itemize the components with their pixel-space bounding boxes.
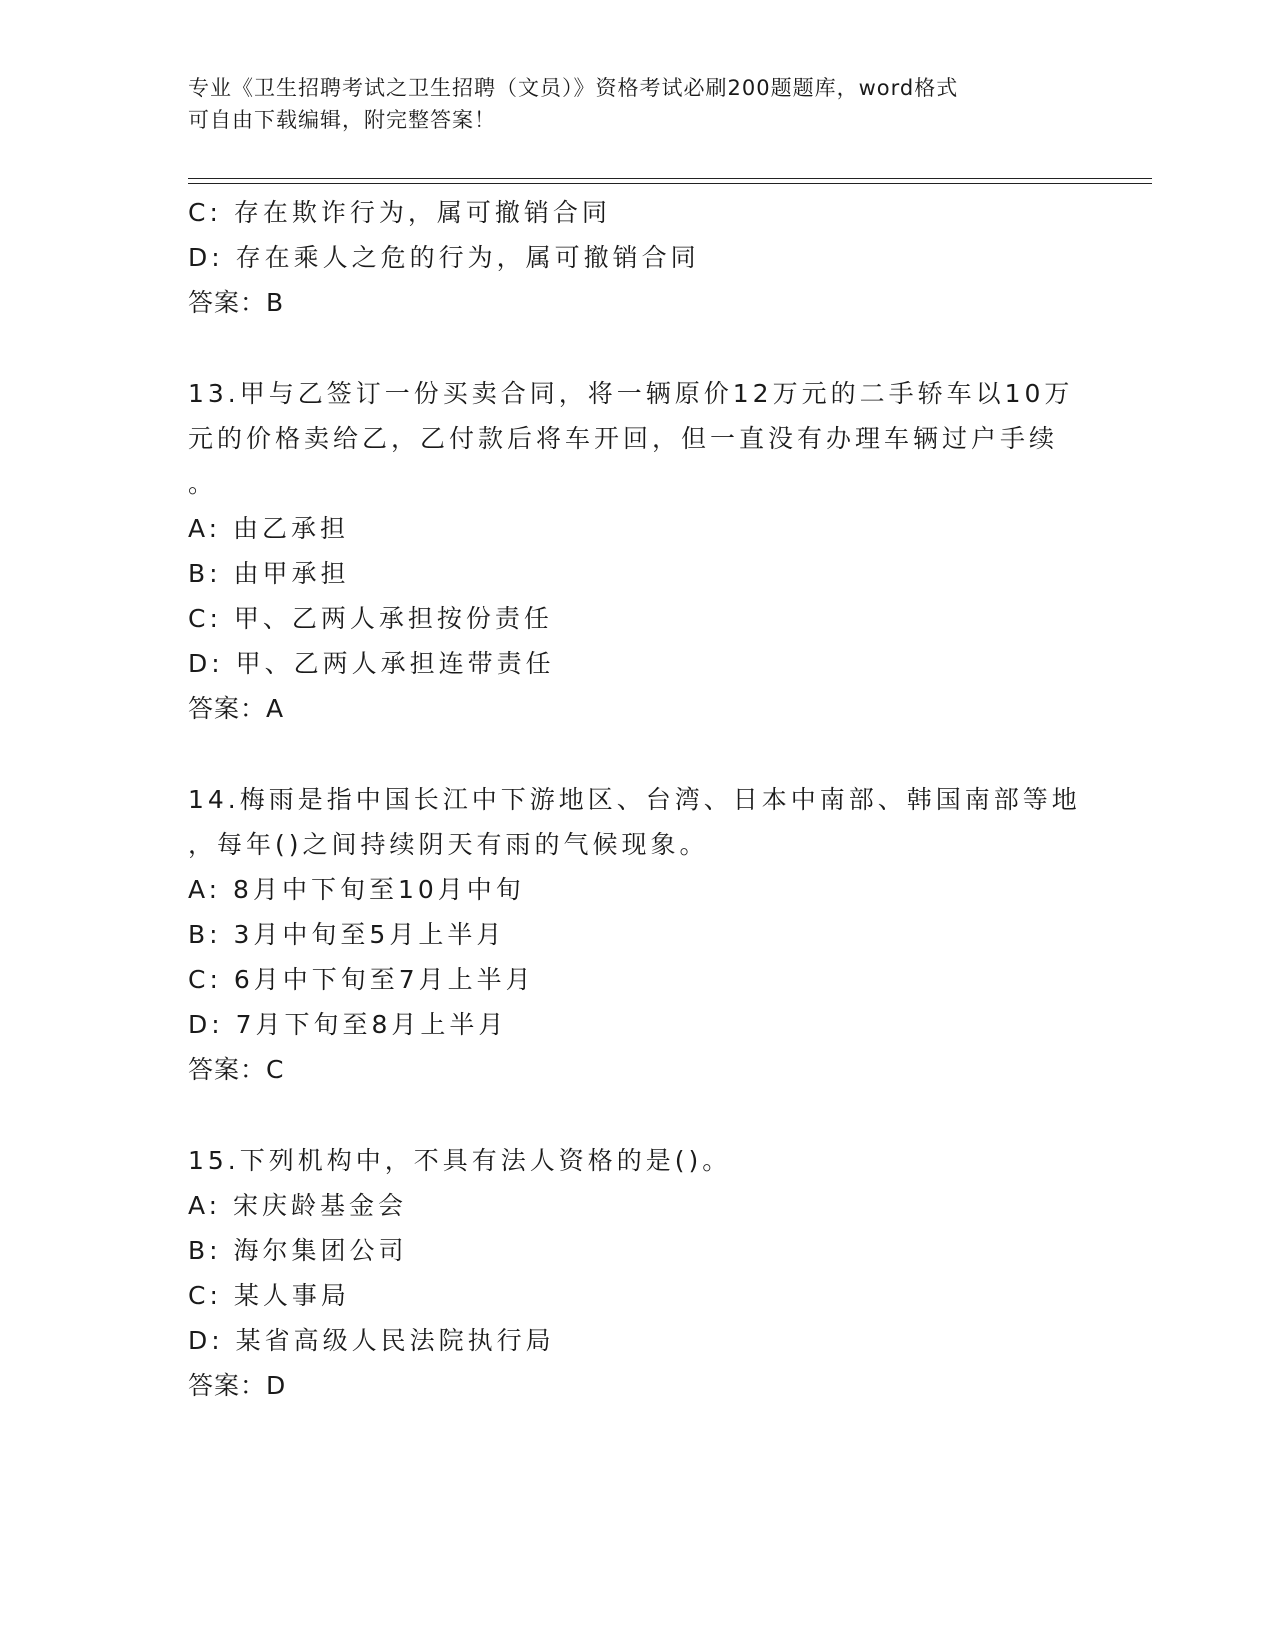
spacer — [188, 325, 1088, 371]
option-c: C: 甲、乙两人承担按份责任 — [188, 604, 553, 633]
option-c: C: 6月中下旬至7月上半月 — [188, 965, 535, 994]
page-header — [188, 72, 1088, 136]
option-d: D: 存在乘人之危的行为，属可撤销合同 — [188, 243, 700, 272]
question-list — [188, 190, 1088, 1408]
question-text: 元的价格卖给乙，乙付款后将车开回，但一直没有办理车辆过户手续 — [188, 424, 1059, 453]
answer-line: 答案：A — [188, 694, 285, 723]
question-14 — [188, 777, 1088, 1092]
question-13 — [188, 371, 1088, 731]
question-12-continued — [188, 190, 1088, 325]
option-c: C: 存在欺诈行为，属可撤销合同 — [188, 198, 611, 227]
question-text: 15.下列机构中，不具有法人资格的是()。 — [188, 1146, 732, 1175]
header-title-line-1: 专业《卫生招聘考试之卫生招聘（文员）》资格考试必刷200题题库，word格式 — [188, 76, 959, 100]
option-d: D: 甲、乙两人承担连带责任 — [188, 649, 555, 678]
header-title-line-2: 可自由下载编辑，附完整答案！ — [188, 108, 496, 132]
option-a: A: 8月中下旬至10月中旬 — [188, 875, 525, 904]
spacer — [188, 731, 1088, 777]
option-a: A: 宋庆龄基金会 — [188, 1191, 408, 1220]
option-b: B: 海尔集团公司 — [188, 1236, 408, 1265]
question-text: 14.梅雨是指中国长江中下游地区、台湾、日本中南部、韩国南部等地 — [188, 785, 1081, 814]
answer-line: 答案：D — [188, 1371, 287, 1400]
question-text: 。 — [188, 469, 218, 498]
option-d: D: 7月下旬至8月上半月 — [188, 1010, 508, 1039]
answer-line: 答案：C — [188, 1055, 285, 1084]
option-b: B: 由甲承担 — [188, 559, 350, 588]
option-c: C: 某人事局 — [188, 1281, 350, 1310]
spacer — [188, 1092, 1088, 1138]
option-b: B: 3月中旬至5月上半月 — [188, 920, 506, 949]
question-text: ，每年()之间持续阴天有雨的气候现象。 — [188, 830, 709, 859]
option-d: D: 某省高级人民法院执行局 — [188, 1326, 555, 1355]
option-a: A: 由乙承担 — [188, 514, 350, 543]
header-divider-top — [188, 178, 1152, 179]
header-divider-bottom — [188, 183, 1152, 184]
answer-line: 答案：B — [188, 288, 285, 317]
question-15 — [188, 1138, 1088, 1408]
question-text: 13.甲与乙签订一份买卖合同，将一辆原价12万元的二手轿车以10万 — [188, 379, 1074, 408]
